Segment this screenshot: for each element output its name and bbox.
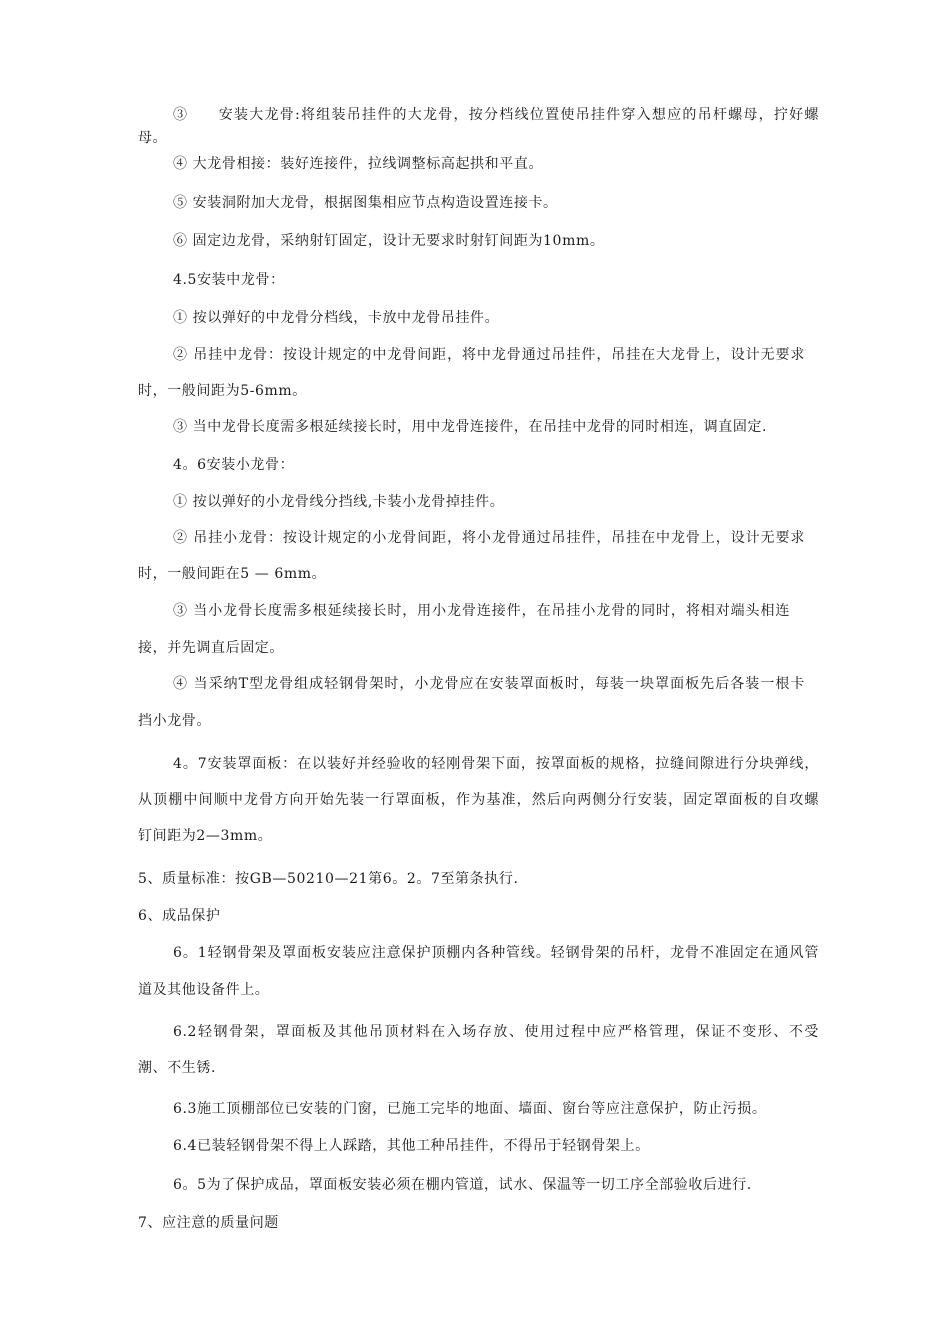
text-line-27: 潮、不生锈. bbox=[138, 1060, 217, 1076]
text-line-28: 6.3施工顶棚部位已安装的门窗，已施工完毕的地面、墙面、窗台等应注意保护，防止污损。 bbox=[173, 1101, 767, 1117]
section-heading-4-7: 4。7安装罩面板：在以装好并经验收的轻刚骨架下面，按罩面板的规格，拉缝间隙进行分块弹线， bbox=[173, 756, 819, 772]
text-line-16: 接，并先调直后固定。 bbox=[138, 640, 284, 656]
text-line-3: ④ 大龙骨相接：装好连接件，拉线调整标高起拱和平直。 bbox=[173, 156, 544, 172]
section-heading-4-5: 4.5安装中龙骨： bbox=[173, 272, 285, 288]
section-heading-6: 6、成品保护 bbox=[138, 908, 221, 924]
text-line-24: 6。1轻钢骨架及罩面板安装应注意保护顶棚内各种管线。轻钢骨架的吊杆，龙骨不准固定在通风管 bbox=[173, 945, 819, 961]
text-line-25: 道及其他设备件上。 bbox=[138, 982, 270, 998]
text-line-29: 6.4已装轻钢骨架不得上人踩踏，其他工种吊挂件，不得吊于轻钢骨架上。 bbox=[173, 1138, 650, 1154]
text-line-7: ① 按以弹好的中龙骨分档线，卡放中龙骨吊挂件。 bbox=[173, 310, 500, 326]
text-line-20: 从顶棚中间顺中龙骨方向开始先装一行罩面板，作为基准，然后向两侧分行安装，固定罩面板的自攻螺 bbox=[138, 792, 819, 808]
text-line-9: 时，一般间距为5-6mm。 bbox=[138, 383, 307, 399]
section-heading-7: 7、应注意的质量问题 bbox=[138, 1215, 279, 1231]
text-line-13: ② 吊挂小龙骨：按设计规定的小龙骨间距，将小龙骨通过吊挂件，吊挂在中龙骨上，设计无要求 bbox=[173, 530, 805, 546]
text-line-1: ③ 安装大龙骨:将组装吊挂件的大龙骨，按分档线位置使吊挂件穿入想应的吊杆螺母，拧好螺 bbox=[173, 107, 819, 123]
text-line-2: 母。 bbox=[138, 130, 168, 146]
text-line-10: ③ 当中龙骨长度需多根延续接长时，用中龙骨连接件，在吊挂中龙骨的同时相连，调直固定. bbox=[173, 419, 768, 435]
text-line-5: ⑥ 固定边龙骨，采纳射钉固定，设计无要求时射钉间距为10mm。 bbox=[173, 233, 605, 249]
text-line-15: ③ 当小龙骨长度需多根延续接长时，用小龙骨连接件，在吊挂小龙骨的同时，将相对端头相连 bbox=[173, 603, 790, 619]
text-line-18: 挡小龙骨。 bbox=[138, 713, 211, 729]
text-line-4: ⑤ 安装洞附加大龙骨，根据图集相应节点构造设置连接卡。 bbox=[173, 195, 558, 211]
text-line-26: 6.2轻钢骨架，罩面板及其他吊顶材料在入场存放、使用过程中应严格管理，保证不变形、不受 bbox=[173, 1024, 819, 1040]
text-line-8: ② 吊挂中龙骨：按设计规定的中龙骨间距，将中龙骨通过吊挂件，吊挂在大龙骨上，设计无要求 bbox=[173, 347, 805, 363]
text-line-12: ① 按以弹好的小龙骨线分挡线,卡装小龙骨掉挂件。 bbox=[173, 494, 505, 510]
section-heading-5: 5、质量标准：按GB—50210—21第6。2。7至第条执行. bbox=[138, 871, 519, 887]
text-line-21: 钉间距为2—3mm。 bbox=[138, 828, 273, 844]
section-heading-4-6: 4。6安装小龙骨： bbox=[173, 457, 295, 473]
text-line-14: 时，一般间距在5 — 6mm。 bbox=[138, 566, 327, 582]
text-line-30: 6。5为了保护成品，罩面板安装必须在棚内管道，试水、保温等一切工序全部验收后进行. bbox=[173, 1177, 752, 1193]
text-line-17: ④ 当采纳T型龙骨组成轻钢骨架时，小龙骨应在安装罩面板时，每装一块罩面板先后各装一根卡 bbox=[173, 676, 805, 692]
